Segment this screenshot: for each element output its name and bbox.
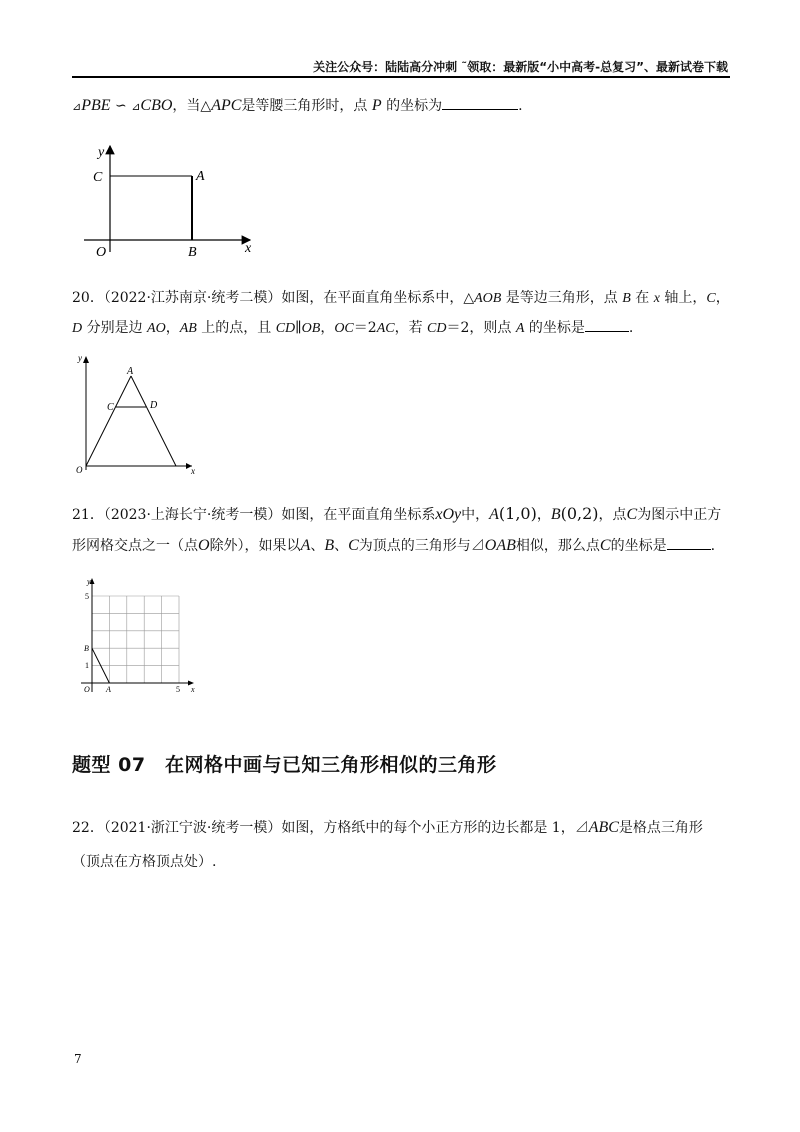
fig20-label-c: C	[107, 402, 114, 413]
q22-line-1	[72, 818, 732, 838]
q19-apc: APC	[211, 97, 242, 114]
q21-b-coord: (0,2)	[560, 504, 599, 523]
q20-line-2	[72, 318, 732, 339]
q21-a2: A	[300, 537, 311, 554]
figure-21	[78, 574, 202, 698]
q21-c: C	[626, 506, 638, 523]
q22-l2: （顶点在方格顶点处）.	[72, 854, 217, 870]
q19-t3: 的坐标为	[381, 98, 443, 114]
q21-oab: OAB	[484, 537, 516, 554]
fig20-y-arrow	[83, 356, 89, 363]
q21-b: B	[550, 506, 561, 523]
page-header: 关注公众号：陆陆高分冲刺 ˜领取：最新版“小中高考-总复习”、最新试卷下载	[313, 60, 728, 74]
q20-x: x	[653, 291, 660, 306]
fig19-label-x: x	[245, 241, 252, 256]
q22-abc: ABC	[588, 819, 619, 836]
fig19-label-c: C	[93, 170, 103, 185]
fig21-label-o: O	[84, 685, 90, 694]
q20-cd: CD	[275, 321, 296, 336]
fig20-side-ao	[86, 376, 131, 466]
fig20-label-d: D	[150, 400, 158, 411]
q20-answer-blank[interactable]	[585, 319, 629, 332]
q21-l2g: 的坐标是	[610, 538, 667, 554]
q21-line-2	[72, 536, 732, 556]
q20-ab: AB	[179, 321, 197, 336]
q20-line-1	[72, 288, 732, 309]
fig21-label-5y: 5	[85, 592, 89, 601]
q20-l2c: 上的点，且	[196, 320, 276, 336]
q21-l2a: 形网格交点之一（点	[72, 538, 198, 554]
q21-l2f: 相似，那么点	[515, 538, 600, 554]
q20-l2a: 分别是边	[82, 320, 148, 336]
q19-tri1: ⊿	[72, 100, 82, 113]
fig19-label-y: y	[98, 145, 105, 160]
q21-line-1	[72, 504, 732, 525]
q20-oc: OC	[334, 321, 354, 336]
fig21-label-1: 1	[85, 661, 89, 670]
q21-a: A	[489, 506, 499, 523]
q19-pbe: PBE	[81, 97, 111, 114]
fig20-label-o: O	[76, 465, 83, 475]
q20-l1c: 在	[630, 290, 654, 306]
q20-ob: OB	[301, 321, 321, 336]
figure-20	[74, 352, 204, 478]
q21-answer-blank[interactable]	[667, 537, 711, 550]
header-rule	[72, 76, 730, 78]
fig20-label-a: A	[127, 366, 134, 377]
fig20-label-y: y	[78, 353, 82, 363]
q21-l1c: ，	[536, 507, 551, 523]
fig21-label-5x: 5	[176, 685, 180, 694]
q21-a-coord: (1,0)	[498, 504, 537, 523]
q21-c3: C	[599, 537, 611, 554]
q20-ac: AC	[376, 321, 395, 336]
fig19-label-o: O	[96, 245, 107, 260]
section-title: 题型 07 在网格中画与已知三角形相似的三角形	[72, 754, 497, 776]
q20-aob: AOB	[474, 291, 502, 306]
q20-a: A	[515, 321, 525, 336]
q19-answer-blank[interactable]	[442, 97, 518, 110]
q20-b: B	[622, 291, 631, 306]
q20-par: ∥	[295, 320, 302, 336]
fig21-label-x: x	[191, 685, 195, 694]
q20-l2f: ，若	[394, 320, 428, 336]
q21-b2: B	[324, 537, 335, 554]
q20-l2h: 的坐标是	[524, 320, 585, 336]
fig20-side-ab	[131, 376, 176, 466]
q20-ao: AO	[147, 321, 166, 336]
fig19-label-a: A	[196, 169, 205, 184]
fig21-label-a: A	[106, 685, 111, 694]
q21-l2b: 除外），如果以	[209, 538, 301, 554]
q20-l2b: ，	[165, 320, 180, 336]
q20-l2d: ，	[320, 320, 335, 336]
q21-l2c: 、	[310, 538, 325, 554]
q20-cd2: CD	[427, 321, 447, 336]
q19-cbo: CBO	[140, 97, 173, 114]
q20-l2g: ＝2，则点	[446, 320, 516, 336]
q20-l1d: 轴上，	[659, 290, 707, 306]
page-number: 7	[74, 1052, 82, 1066]
q20-end: .	[628, 320, 634, 336]
q20-c: C	[706, 291, 716, 306]
q20-l2e: ＝2	[353, 320, 377, 336]
q21-l1a: 21．（2023·上海长宁·统考一模）如图，在平面直角坐标系	[72, 507, 436, 523]
q19-end: .	[518, 98, 523, 114]
q21-l1e: 为图示中正方	[637, 507, 722, 523]
q20-l1a: 20．（2022·江苏南京·统考二模）如图，在平面直角坐标系中，△	[72, 290, 475, 306]
q19-tri2: ⊿	[131, 100, 141, 113]
fig20-label-x: x	[191, 466, 195, 476]
q21-xoy: xOy	[435, 506, 462, 523]
q19-p: P	[371, 97, 382, 114]
fig21-label-y: y	[87, 577, 91, 586]
q19-t1: ，当△	[172, 98, 212, 114]
q21-end: .	[710, 538, 716, 554]
q20-l1b: 是等边三角形，点	[501, 290, 623, 306]
q21-l1d: ，点	[598, 507, 627, 523]
q21-l2d: 、	[334, 538, 349, 554]
q22-l1a: 22．（2021·浙江宁波·统考一模）如图，方格纸中的每个小正方形的边长都是 1，⊿	[72, 820, 589, 836]
q21-l2e: 为顶点的三角形与⊿	[358, 538, 485, 554]
fig19-label-b: B	[188, 245, 197, 260]
q19-sim: ∽	[110, 98, 132, 114]
q22-l1b: 是格点三角形	[618, 820, 703, 836]
q20-d: D	[72, 321, 83, 336]
q21-l1b: 中，	[461, 507, 490, 523]
q19-t2: 是等腰三角形时，点	[241, 98, 372, 114]
q20-l1e: ，	[715, 290, 730, 306]
q22-line-2	[72, 852, 732, 872]
fig21-grid	[92, 596, 179, 683]
q19-line	[72, 96, 732, 117]
q21-o: O	[198, 537, 210, 554]
q21-c2: C	[348, 537, 359, 554]
figure-19	[80, 140, 260, 260]
fig21-label-b: B	[84, 644, 89, 653]
